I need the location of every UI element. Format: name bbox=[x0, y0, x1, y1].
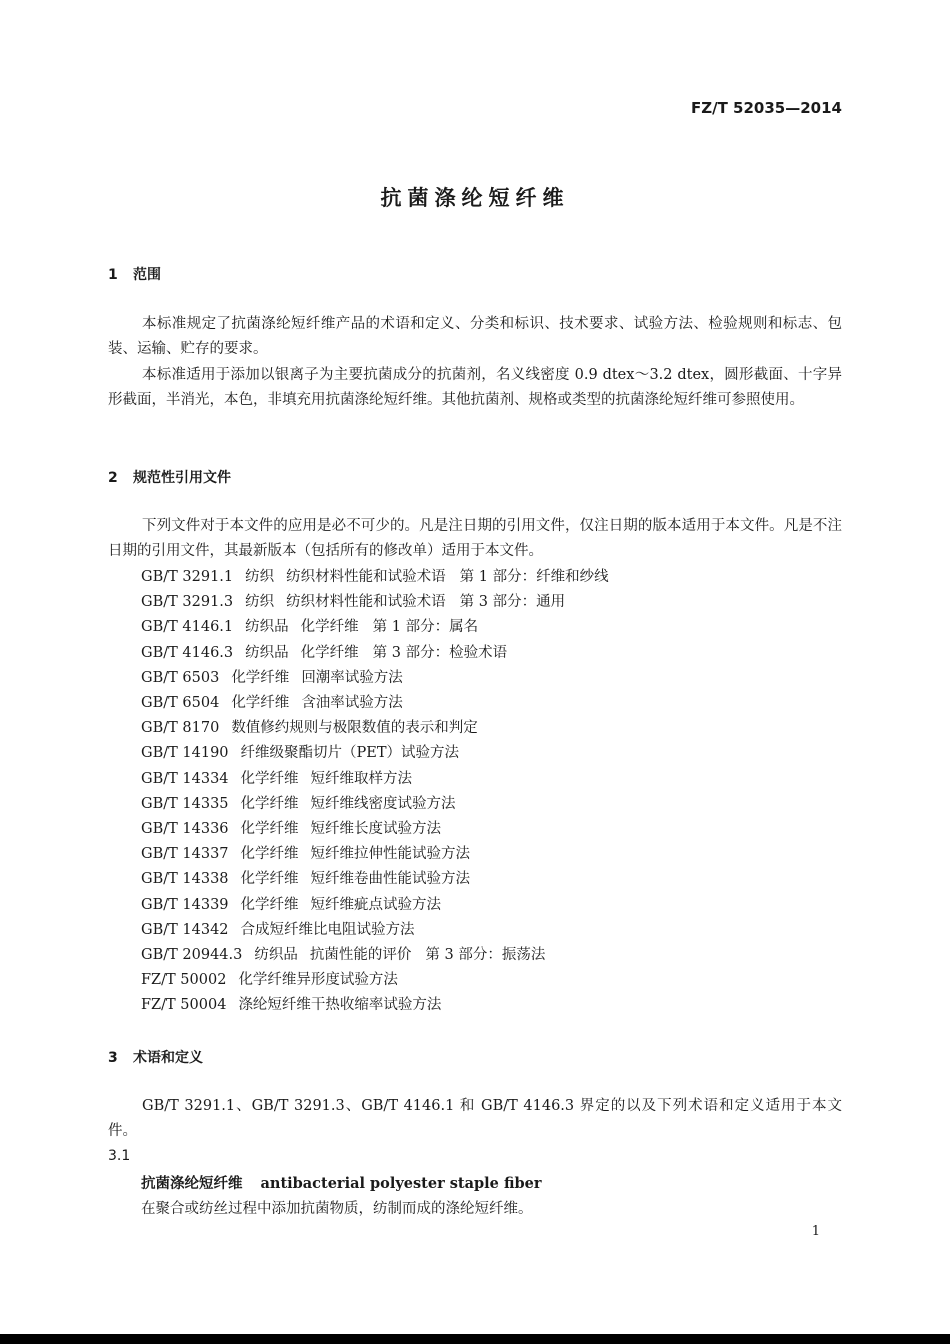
reference-title-part: 化学纤维 bbox=[300, 619, 359, 636]
reference-title-part: 纺织 bbox=[245, 594, 275, 611]
reference-code: GB/T 3291.1 bbox=[141, 569, 234, 585]
reference-title-part: 化学纤维 bbox=[240, 896, 299, 913]
page-number: 1 bbox=[811, 1224, 820, 1239]
reference-item bbox=[141, 968, 410, 993]
reference-code: GB/T 8170 bbox=[141, 720, 220, 737]
reference-code: GB/T 4146.3 bbox=[141, 644, 234, 661]
reference-title-part: 回潮率试验方法 bbox=[301, 669, 403, 686]
section-title: 规范性引用文件 bbox=[133, 470, 231, 486]
reference-code: GB/T 14337 bbox=[141, 846, 229, 863]
reference-title-part: 涤纶短纤维干热收缩率试验方法 bbox=[238, 997, 442, 1014]
section-heading-scope bbox=[108, 264, 161, 284]
reference-title-part: 第 3 部分：检验术语 bbox=[372, 644, 508, 661]
reference-item bbox=[141, 993, 453, 1018]
reference-title-part: 化学纤维 bbox=[300, 644, 359, 661]
reference-item bbox=[141, 893, 455, 918]
reference-title-part: 短纤维线密度试验方法 bbox=[310, 795, 456, 812]
section-title: 范围 bbox=[133, 267, 161, 283]
reference-title-part: 化学纤维 bbox=[240, 846, 299, 863]
reference-code: GB/T 20944.3 bbox=[141, 947, 243, 963]
page-bottom-border bbox=[0, 1334, 950, 1344]
normative-intro: 下列文件对于本文件的应用是必不可少的。凡是注日期的引用文件，仅注日期的版本适用于本文件。凡是不注日期的引用文件，其最新版本（包括所有的修改单）适用于本文件。 bbox=[108, 518, 842, 560]
reference-code: FZ/T 50002 bbox=[141, 972, 227, 989]
reference-code: FZ/T 50004 bbox=[141, 997, 227, 1014]
section-number: 3 bbox=[108, 1050, 118, 1066]
reference-code: GB/T 14339 bbox=[141, 896, 229, 913]
reference-title-part: 第 1 部分：属名 bbox=[372, 619, 479, 636]
reference-title-part: 化学纤维 bbox=[231, 695, 290, 711]
term-definition: 在聚合或纺丝过程中添加抗菌物质，纺制而成的涤纶短纤维。 bbox=[141, 1201, 533, 1217]
reference-code: GB/T 14190 bbox=[141, 745, 229, 762]
reference-code: GB/T 14335 bbox=[141, 795, 229, 812]
reference-title-part: 第 1 部分：纤维和纱线 bbox=[459, 569, 609, 585]
section-heading-terms bbox=[108, 1047, 203, 1067]
reference-title-part: 化学纤维 bbox=[240, 770, 299, 787]
reference-code: GB/T 14334 bbox=[141, 770, 229, 787]
reference-title-part: 短纤维卷曲性能试验方法 bbox=[310, 871, 471, 888]
reference-title-part: 短纤维取样方法 bbox=[310, 770, 413, 787]
reference-title-part: 第 3 部分：通用 bbox=[459, 594, 566, 611]
reference-item bbox=[141, 691, 417, 716]
reference-title-part: 纤维级聚酯切片（PET）试验方法 bbox=[240, 745, 460, 762]
reference-title-part: 短纤维疵点试验方法 bbox=[310, 896, 442, 913]
reference-code: GB/T 14338 bbox=[141, 871, 229, 888]
scope-paragraph-1: 本标准规定了抗菌涤纶短纤维产品的术语和定义、分类和标识、技术要求、试验方法、检验规则和标志、包装、运输、贮存的要求。 bbox=[108, 316, 842, 358]
reference-item bbox=[141, 767, 426, 792]
reference-item bbox=[141, 792, 470, 817]
reference-title-part: 纺织品 bbox=[245, 619, 289, 636]
reference-item bbox=[141, 716, 490, 741]
reference-item bbox=[141, 918, 427, 943]
terms-intro: GB/T 3291.1、GB/T 3291.3、GB/T 4146.1 和 GB/T 4146.3 界定的以及下列术语和定义适用于本文件。 bbox=[108, 1098, 842, 1140]
reference-item bbox=[141, 641, 507, 666]
reference-title-part: 纺织品 bbox=[245, 644, 289, 661]
reference-item bbox=[141, 741, 471, 766]
reference-item bbox=[141, 666, 417, 691]
reference-title-part: 纺织品 bbox=[254, 947, 298, 963]
reference-code: GB/T 14342 bbox=[141, 921, 229, 938]
term-heading bbox=[141, 1172, 542, 1193]
reference-code: GB/T 6504 bbox=[141, 695, 220, 711]
reference-item bbox=[141, 943, 545, 968]
section-heading-normative bbox=[108, 467, 231, 487]
reference-title-part: 化学纤维 bbox=[240, 871, 299, 888]
section-number: 1 bbox=[108, 267, 118, 283]
reference-title-part: 化学纤维异形度试验方法 bbox=[238, 972, 398, 989]
reference-title-part: 化学纤维 bbox=[240, 795, 299, 812]
reference-title-part: 短纤维长度试验方法 bbox=[310, 821, 442, 837]
reference-title-part: 抗菌性能的评价 bbox=[309, 947, 412, 963]
standard-code: FZ/T 52035—2014 bbox=[691, 99, 842, 117]
reference-title-part: 含油率试验方法 bbox=[301, 695, 403, 711]
term-number: 3.1 bbox=[108, 1148, 131, 1164]
reference-code: GB/T 6503 bbox=[141, 669, 220, 686]
reference-item bbox=[141, 615, 478, 640]
term-english: antibacterial polyester staple fiber bbox=[260, 1175, 542, 1192]
reference-title-part: 纺织 bbox=[245, 569, 275, 585]
reference-code: GB/T 14336 bbox=[141, 821, 229, 837]
reference-title-part: 化学纤维 bbox=[240, 821, 299, 837]
reference-title-part: 数值修约规则与极限数值的表示和判定 bbox=[231, 720, 478, 737]
reference-item bbox=[141, 817, 455, 842]
section-title: 术语和定义 bbox=[133, 1050, 203, 1066]
reference-code: GB/T 3291.3 bbox=[141, 594, 234, 611]
reference-title-part: 化学纤维 bbox=[231, 669, 290, 686]
document-title: 抗菌涤纶短纤维 bbox=[380, 186, 570, 210]
reference-item bbox=[141, 590, 565, 615]
reference-title-part: 纺织材料性能和试验术语 bbox=[286, 594, 446, 611]
reference-code: GB/T 4146.1 bbox=[141, 619, 234, 636]
reference-title-part: 纺织材料性能和试验术语 bbox=[286, 569, 446, 585]
reference-item bbox=[141, 842, 484, 867]
section-number: 2 bbox=[108, 470, 118, 486]
scope-paragraph-2: 本标准适用于添加以银离子为主要抗菌成分的抗菌剂，名义线密度 0.9 dtex～3.2 dtex，圆形截面、十字异形截面，半消光，本色，非填充用抗菌涤纶短纤维。其他抗菌剂、规格或类型的抗菌涤纶短纤维可参照使用。 bbox=[108, 367, 842, 409]
reference-title-part: 短纤维拉伸性能试验方法 bbox=[310, 846, 471, 863]
term-chinese: 抗菌涤纶短纤维 bbox=[141, 1175, 243, 1192]
reference-item bbox=[141, 565, 609, 590]
reference-item bbox=[141, 867, 484, 892]
reference-title-part: 第 3 部分：振荡法 bbox=[425, 947, 546, 963]
reference-title-part: 合成短纤维比电阻试验方法 bbox=[240, 921, 415, 938]
